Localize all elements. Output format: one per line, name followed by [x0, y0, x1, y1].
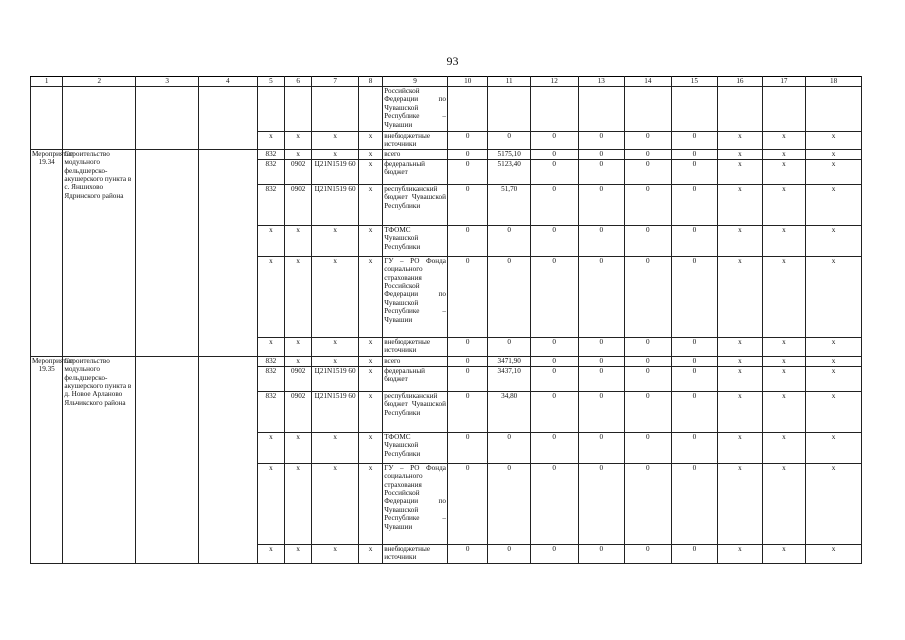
table-cell: 51,70 — [488, 184, 531, 225]
measure-name: Строительство модульного фельдшерско-акушерского пункта в с. Яншихово Ядринского района — [63, 149, 136, 356]
source-cell: Российской Федерации по Чувашской Республике – Чувашии — [383, 87, 448, 132]
table-cell: x — [257, 432, 284, 463]
cell — [671, 87, 718, 132]
table-cell: 0 — [447, 225, 487, 256]
measure-name: Строительство модульного фельдшерско-акушерского пункта в д. Новое Арланово Яльчикского района — [63, 356, 136, 563]
table-cell: x — [312, 256, 359, 337]
table-cell: 0 — [488, 463, 531, 544]
table-cell: x — [257, 544, 284, 563]
table-cell: 0902 — [285, 391, 312, 432]
table-cell: 0 — [447, 463, 487, 544]
table-cell: 0 — [447, 184, 487, 225]
table-cell: 0 — [488, 544, 531, 563]
table-cell: x — [762, 159, 806, 184]
table-cell: 0 — [578, 391, 625, 432]
table-cell: x — [358, 132, 382, 150]
table-cell: Ц21N1519 60 — [312, 391, 359, 432]
column-header: 10 — [447, 77, 487, 87]
table-cell: 832 — [257, 149, 284, 159]
table-cell: x — [358, 159, 382, 184]
table-cell: 0 — [578, 432, 625, 463]
table-cell: 0 — [530, 225, 578, 256]
table-cell: 0 — [671, 463, 718, 544]
table-cell: x — [806, 149, 862, 159]
table-cell: x — [285, 149, 312, 159]
table-cell: 0 — [625, 225, 672, 256]
table-cell: 0 — [625, 149, 672, 159]
table-cell: x — [257, 225, 284, 256]
table-cell: x — [762, 432, 806, 463]
table-cell: x — [762, 149, 806, 159]
table-cell: 0 — [671, 159, 718, 184]
table-cell: 0 — [625, 432, 672, 463]
table-cell: x — [312, 149, 359, 159]
table-cell: 0 — [530, 256, 578, 337]
table-cell: x — [762, 366, 806, 391]
table-cell: x — [806, 132, 862, 150]
column-header: 13 — [578, 77, 625, 87]
table-cell: 0 — [625, 256, 672, 337]
table-cell: x — [285, 337, 312, 356]
table-cell: x — [718, 432, 763, 463]
table-row — [31, 87, 862, 132]
source-cell: всего — [383, 356, 448, 366]
table-cell: 0 — [578, 463, 625, 544]
table-cell: x — [762, 463, 806, 544]
table-cell: x — [718, 256, 763, 337]
table-cell: 0 — [578, 225, 625, 256]
table-cell: x — [762, 184, 806, 225]
table-cell: 0 — [530, 391, 578, 432]
table-cell: Ц21N1519 60 — [312, 184, 359, 225]
table-cell: x — [312, 132, 359, 150]
table-cell: 0 — [488, 256, 531, 337]
column-header: 5 — [257, 77, 284, 87]
cell — [257, 87, 284, 132]
table-cell: x — [762, 391, 806, 432]
table-cell: 0 — [530, 159, 578, 184]
table-cell: 0 — [530, 432, 578, 463]
table-cell — [199, 149, 258, 356]
table-cell: x — [718, 356, 763, 366]
column-header: 8 — [358, 77, 382, 87]
table-cell: x — [806, 337, 862, 356]
table-cell: Ц21N1519 60 — [312, 366, 359, 391]
column-header: 4 — [199, 77, 258, 87]
table-cell: x — [806, 463, 862, 544]
table-cell: 0 — [447, 366, 487, 391]
table-cell: 832 — [257, 366, 284, 391]
source-cell: внебюджетные источники — [383, 544, 448, 563]
table-cell: 0 — [671, 432, 718, 463]
table-cell: x — [285, 132, 312, 150]
table-cell: 832 — [257, 356, 284, 366]
source-cell: ТФОМС Чувашской Республики — [383, 225, 448, 256]
table-cell: x — [718, 184, 763, 225]
table-cell: 0 — [578, 366, 625, 391]
table-cell: x — [718, 337, 763, 356]
table-cell: 832 — [257, 184, 284, 225]
table-cell: 0 — [488, 337, 531, 356]
table-cell: x — [358, 256, 382, 337]
table-cell: x — [718, 391, 763, 432]
table-cell: 0 — [530, 337, 578, 356]
table-cell — [199, 356, 258, 563]
table-cell — [136, 149, 199, 356]
table-cell: 0902 — [285, 159, 312, 184]
table-cell: 832 — [257, 391, 284, 432]
table-cell: 0 — [578, 356, 625, 366]
table-cell: x — [718, 544, 763, 563]
table-cell: x — [358, 337, 382, 356]
source-cell: республиканский бюджет Чувашской Республики — [383, 391, 448, 432]
table-cell: x — [257, 256, 284, 337]
table-cell: 0 — [625, 184, 672, 225]
table-cell: 0 — [671, 225, 718, 256]
table-cell: 5175,10 — [488, 149, 531, 159]
column-header: 9 — [383, 77, 448, 87]
table-cell: x — [806, 356, 862, 366]
table-cell: x — [762, 356, 806, 366]
cell — [63, 87, 136, 150]
table-cell: x — [257, 463, 284, 544]
table-cell: 0 — [447, 132, 487, 150]
table-cell: 0 — [447, 149, 487, 159]
column-header: 1 — [31, 77, 63, 87]
table-cell: 0 — [671, 337, 718, 356]
table-cell: 0 — [488, 432, 531, 463]
table-cell: 0 — [447, 159, 487, 184]
source-cell: федеральный бюджет — [383, 159, 448, 184]
column-header: 11 — [488, 77, 531, 87]
column-header: 6 — [285, 77, 312, 87]
table-cell: x — [358, 366, 382, 391]
table-cell: 5123,40 — [488, 159, 531, 184]
column-header: 15 — [671, 77, 718, 87]
table-cell: 0 — [671, 356, 718, 366]
table-cell: x — [312, 225, 359, 256]
table-cell: x — [358, 184, 382, 225]
cell — [625, 87, 672, 132]
table-cell: 0 — [625, 356, 672, 366]
source-cell: ГУ – РО Фонда социального страхования Российской Федерации по Чувашской Республике – Чувашии — [383, 463, 448, 544]
table-cell: 0902 — [285, 184, 312, 225]
table-cell: x — [806, 432, 862, 463]
table-cell: x — [358, 544, 382, 563]
cell — [806, 87, 862, 132]
cell — [312, 87, 359, 132]
table-cell: 0 — [625, 132, 672, 150]
table-cell: 0 — [671, 366, 718, 391]
table-cell: 0 — [530, 132, 578, 150]
cell — [358, 87, 382, 132]
table-cell: 0902 — [285, 366, 312, 391]
table-cell: 0 — [488, 132, 531, 150]
table-cell: 0 — [625, 544, 672, 563]
table-cell: 0 — [625, 391, 672, 432]
cell — [136, 87, 199, 150]
table-cell: 0 — [578, 132, 625, 150]
cell — [31, 87, 63, 150]
table-cell: x — [806, 366, 862, 391]
column-header: 12 — [530, 77, 578, 87]
table-cell: 0 — [578, 159, 625, 184]
table-cell: 0 — [578, 149, 625, 159]
table-cell: x — [312, 544, 359, 563]
source-cell: республиканский бюджет Чувашской Республики — [383, 184, 448, 225]
source-cell: ГУ – РО Фонда социального страхования Российской Федерации по Чувашской Республике – Чувашии — [383, 256, 448, 337]
table-cell: 0 — [447, 256, 487, 337]
table-cell: 0 — [578, 337, 625, 356]
table-cell: x — [806, 391, 862, 432]
table-cell: x — [762, 544, 806, 563]
table-cell: x — [762, 256, 806, 337]
table-cell: x — [358, 463, 382, 544]
table-cell: x — [762, 132, 806, 150]
table-cell: x — [358, 149, 382, 159]
cell — [285, 87, 312, 132]
table-cell: 0 — [530, 149, 578, 159]
table-cell: x — [257, 132, 284, 150]
table-cell: x — [312, 463, 359, 544]
table-cell: x — [358, 225, 382, 256]
column-header: 7 — [312, 77, 359, 87]
table-cell: 0 — [578, 544, 625, 563]
table-cell — [136, 356, 199, 563]
table-cell: 0 — [447, 337, 487, 356]
table-cell: x — [806, 256, 862, 337]
table-cell: 0 — [447, 544, 487, 563]
program-table — [30, 76, 862, 564]
table-cell: x — [718, 366, 763, 391]
table-cell: x — [718, 159, 763, 184]
table-cell: 0 — [530, 356, 578, 366]
table-cell: x — [718, 132, 763, 150]
table-cell: x — [806, 159, 862, 184]
table-cell: 0 — [625, 337, 672, 356]
table-cell: x — [285, 463, 312, 544]
table-cell: x — [806, 544, 862, 563]
table-cell: 0 — [447, 391, 487, 432]
column-header: 3 — [136, 77, 199, 87]
measure-id: Мероприятие 19.35 — [31, 356, 63, 563]
table-cell: 0 — [625, 366, 672, 391]
cell — [530, 87, 578, 132]
table-cell: x — [285, 256, 312, 337]
table-cell: 0 — [671, 184, 718, 225]
table-cell: 0 — [488, 225, 531, 256]
table-cell: 0 — [447, 356, 487, 366]
table-row — [31, 356, 862, 366]
table-cell: 3471,90 — [488, 356, 531, 366]
table-cell: 0 — [447, 432, 487, 463]
source-cell: федеральный бюджет — [383, 366, 448, 391]
measure-id: Мероприятие 19.34 — [31, 149, 63, 356]
source-cell: внебюджетные источники — [383, 337, 448, 356]
table-cell: 0 — [671, 132, 718, 150]
table-cell: 0 — [530, 544, 578, 563]
table-cell: 0 — [530, 366, 578, 391]
table-cell: 832 — [257, 159, 284, 184]
cell — [578, 87, 625, 132]
table-cell: Ц21N1519 60 — [312, 159, 359, 184]
table-cell: 0 — [578, 184, 625, 225]
table-cell: 0 — [671, 149, 718, 159]
column-header: 2 — [63, 77, 136, 87]
cell — [488, 87, 531, 132]
column-header: 17 — [762, 77, 806, 87]
table-row — [31, 149, 862, 159]
table-cell: x — [257, 337, 284, 356]
table-cell: 0 — [671, 256, 718, 337]
table-cell: x — [285, 544, 312, 563]
table-cell: x — [312, 356, 359, 366]
table-cell: x — [762, 225, 806, 256]
table-cell: x — [806, 184, 862, 225]
table-cell: 0 — [671, 544, 718, 563]
source-cell: ТФОМС Чувашской Республики — [383, 432, 448, 463]
table-cell: x — [285, 432, 312, 463]
table-cell: x — [312, 337, 359, 356]
table-cell: 0 — [530, 184, 578, 225]
source-cell: внебюджетные источники — [383, 132, 448, 150]
table-cell: 34,80 — [488, 391, 531, 432]
table-cell: x — [285, 356, 312, 366]
cell — [762, 87, 806, 132]
column-header: 18 — [806, 77, 862, 87]
table-cell: x — [358, 356, 382, 366]
column-header: 14 — [625, 77, 672, 87]
table-cell: x — [718, 463, 763, 544]
table-cell: x — [358, 391, 382, 432]
page-number: 93 — [446, 54, 459, 68]
table-cell: x — [718, 149, 763, 159]
table-cell: x — [718, 225, 763, 256]
source-cell: всего — [383, 149, 448, 159]
cell — [447, 87, 487, 132]
table-cell: x — [358, 432, 382, 463]
cell — [199, 87, 258, 150]
cell — [718, 87, 763, 132]
column-header: 16 — [718, 77, 763, 87]
table-cell: 0 — [578, 256, 625, 337]
table-cell: x — [312, 432, 359, 463]
table-cell: 0 — [625, 463, 672, 544]
column-number-row — [31, 77, 862, 87]
table-cell: 0 — [671, 391, 718, 432]
table-cell: 0 — [530, 463, 578, 544]
table-cell: 3437,10 — [488, 366, 531, 391]
table-cell: 0 — [625, 159, 672, 184]
table-cell: x — [285, 225, 312, 256]
table-cell: x — [762, 337, 806, 356]
table-cell: x — [806, 225, 862, 256]
